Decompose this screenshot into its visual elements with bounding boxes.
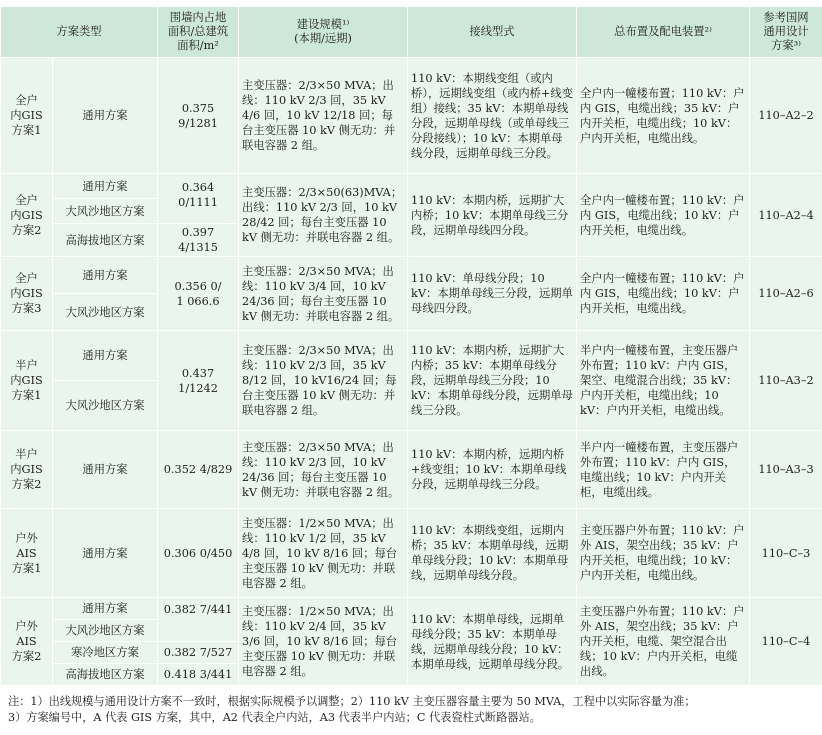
wiring-text: 110 kV：本期线变组，远期内桥；35 kV：本期单母线，远期单母线分段；10 kV：本期单母线，远期单母线分段。 (408, 509, 577, 598)
ref-code: 110–A3–2 (750, 331, 822, 431)
scale-text: 主变压器：2/3×50(63)MVA；出线：110 kV 2/3 回，10 kV 28/42 回；每台主变压器 10 kV 侧无功：并联电容器 2 组。 (239, 174, 408, 257)
sub-scheme: 通用方案 (53, 331, 158, 381)
scale-text: 主变压器：2/3×50 MVA；出线：110 kV 2/3 回，10 kV 24/36 回；每台主变压器 10 kV 侧无功：并联电容器 2 组。 (239, 431, 408, 509)
wiring-text: 110 kV：本期单母线，远期单母线分段；35 kV：本期单母线，远期单母线分段；10 kV：本期单母线，远期单母线分段。 (408, 598, 577, 686)
header-area: 围墙内占地 面积/总建筑 面积/m² (158, 7, 239, 58)
header-scheme-type: 方案类型 (1, 7, 158, 58)
area-value: 0.352 4/829 (158, 431, 239, 509)
ref-code: 110–A2–2 (750, 58, 822, 174)
scheme-group: 户外 AIS 方案2 (1, 598, 53, 686)
layout-text: 半户内一幢楼布置，主变压器户外布置；110 kV：户内 GIS，架空、电缆混合出线；35 kV：户内开关柜，电缆出线；10 kV：户内开关柜，电缆出线。 (577, 331, 750, 431)
sub-scheme: 通用方案 (53, 509, 158, 598)
sub-scheme: 大风沙地区方案 (53, 294, 158, 331)
area-value: 0.382 7/441 (158, 598, 239, 642)
scheme-group: 半户 内GIS 方案2 (1, 431, 53, 509)
sub-scheme: 大风沙地区方案 (53, 199, 158, 224)
scale-text: 主变压器：2/3×50 MVA；出线：110 kV 2/3 回，35 kV 8/12 回，10 kV16/24 回；每台主变压器 10 kV 侧无功：并联电容器 2 组。 (239, 331, 408, 431)
header-layout: 总布置及配电装置²⁾ (577, 7, 750, 58)
sub-scheme: 高海拔地区方案 (53, 664, 158, 686)
wiring-text: 110 kV：本期内桥，远期扩大内桥；10 kV：本期单母线三分段，远期单母线四分段。 (408, 174, 577, 257)
header-wiring: 接线型式 (408, 7, 577, 58)
area-value: 0.306 0/450 (158, 509, 239, 598)
table-row (1, 331, 822, 381)
wiring-text: 110 kV：单母线分段；10 kV：本期单母线三分段，远期单母线四分段。 (408, 257, 577, 331)
wiring-text: 110 kV：本期内桥，远期内桥+线变组；10 kV：本期单母线分段，远期单母线三分段。 (408, 431, 577, 509)
area-value: 0.356 0/ 1 066.6 (158, 257, 239, 331)
area-value: 0.382 7/527 (158, 642, 239, 664)
scale-text: 主变压器：1/2×50 MVA；出线：110 kV 2/4 回，35 kV 3/6 回，10 kV 8/16 回；每台主变压器 10 kV 侧无功：并联电容器 2 组。 (239, 598, 408, 686)
scheme-group: 半户 内GIS 方案1 (1, 331, 53, 431)
sub-scheme: 寒冷地区方案 (53, 642, 158, 664)
table-row (1, 174, 822, 199)
sub-scheme: 大风沙地区方案 (53, 620, 158, 642)
scheme-group: 全户 内GIS 方案1 (1, 58, 53, 174)
area-value: 0.375 9/1281 (158, 58, 239, 174)
scheme-group: 全户 内GIS 方案3 (1, 257, 53, 331)
layout-text: 全户内一幢楼布置；110 kV：户内 GIS，电缆出线；10 kV：户内开关柜，电缆出线。 (577, 257, 750, 331)
ref-code: 110–A3–3 (750, 431, 822, 509)
layout-text: 半户内一幢楼布置，主变压器户外布置；110 kV：户内 GIS，电缆出线；10 kV：户内开关柜，电缆出线。 (577, 431, 750, 509)
layout-text: 主变压器户外布置；110 kV：户外 AIS，架空出线；35 kV：户内开关柜，电缆、架空混合出线；10 kV：户内开关柜，电缆出线。 (577, 598, 750, 686)
table-row (1, 509, 822, 598)
ref-code: 110–C–4 (750, 598, 822, 686)
layout-text: 全户内一幢楼布置；110 kV：户内 GIS，电缆出线；10 kV：户内开关柜，电缆出线。 (577, 174, 750, 257)
table-footnote: 注：1）出线规模与通用设计方案不一致时，根据实际规模予以调整；2）110 kV 主变压器容量主要为 50 MVA，工程中以实际容量为准； 3）方案编号中，A 代表 GIS 方案，其中，A2 代表全户内站，A3 代表半户内站；C 代表瓷柱式断路器站。 (8, 695, 696, 724)
sub-scheme: 通用方案 (53, 598, 158, 620)
scale-text: 主变压器：1/2×50 MVA；出线：110 kV 1/2 回，35 kV 4/8 回，10 kV 8/16 回；每台主变压器 10 kV 侧无功：并联电容器 2 组。 (239, 509, 408, 598)
table-row (1, 58, 822, 174)
substation-scheme-table (0, 6, 822, 686)
scale-text: 主变压器：2/3×50 MVA；出线：110 kV 2/3 回，35 kV 4/6 回，10 kV 12/18 回；每台主变压器 10 kV 侧无功：并联电容器 2 组。 (239, 58, 408, 174)
sub-scheme: 通用方案 (53, 58, 158, 174)
area-value: 0.418 3/441 (158, 664, 239, 686)
wiring-text: 110 kV：本期线变组（或内桥），远期线变组（或内桥+线变组）接线；35 kV：本期单母线分段，远期单母线（或单母线三分段接线）；10 kV：本期单母线分段，远期单母线三分段。 (408, 58, 577, 174)
table-row (1, 431, 822, 509)
scale-text: 主变压器：2/3×50 MVA；出线：110 kV 3/4 回，10 kV 24/36 回；每台主变压器 10 kV 侧无功：并联电容器 2 组。 (239, 257, 408, 331)
table-row (1, 598, 822, 620)
ref-code: 110–A2–6 (750, 257, 822, 331)
layout-text: 全户内一幢楼布置；110 kV：户内 GIS，电缆出线；35 kV：户内开关柜，电缆出线；10 kV：户内开关柜，电缆出线。 (577, 58, 750, 174)
scheme-group: 全户 内GIS 方案2 (1, 174, 53, 257)
layout-text: 主变压器户外布置；110 kV：户外 AIS，架空出线；35 kV：户内开关柜，电缆出线；10 kV：户内开关柜，电缆出线。 (577, 509, 750, 598)
area-value: 0.437 1/1242 (158, 331, 239, 431)
header-row (1, 7, 822, 58)
area-value: 0.397 4/1315 (158, 224, 239, 257)
sub-scheme: 通用方案 (53, 174, 158, 199)
table-row (1, 257, 822, 294)
area-value: 0.364 0/1111 (158, 174, 239, 224)
scheme-group: 户外 AIS 方案1 (1, 509, 53, 598)
header-scale: 建设规模¹⁾ (本期/远期) (239, 7, 408, 58)
ref-code: 110–A2–4 (750, 174, 822, 257)
sub-scheme: 大风沙地区方案 (53, 381, 158, 431)
sub-scheme: 通用方案 (53, 431, 158, 509)
header-ref: 参考国网 通用设计 方案³⁾ (750, 7, 822, 58)
sub-scheme: 高海拔地区方案 (53, 224, 158, 257)
wiring-text: 110 kV：本期内桥，远期扩大内桥；35 kV：本期单母线分段，远期单母线三分段；10 kV：本期单母线分段，远期单母线三分段。 (408, 331, 577, 431)
ref-code: 110–C–3 (750, 509, 822, 598)
sub-scheme: 通用方案 (53, 257, 158, 294)
